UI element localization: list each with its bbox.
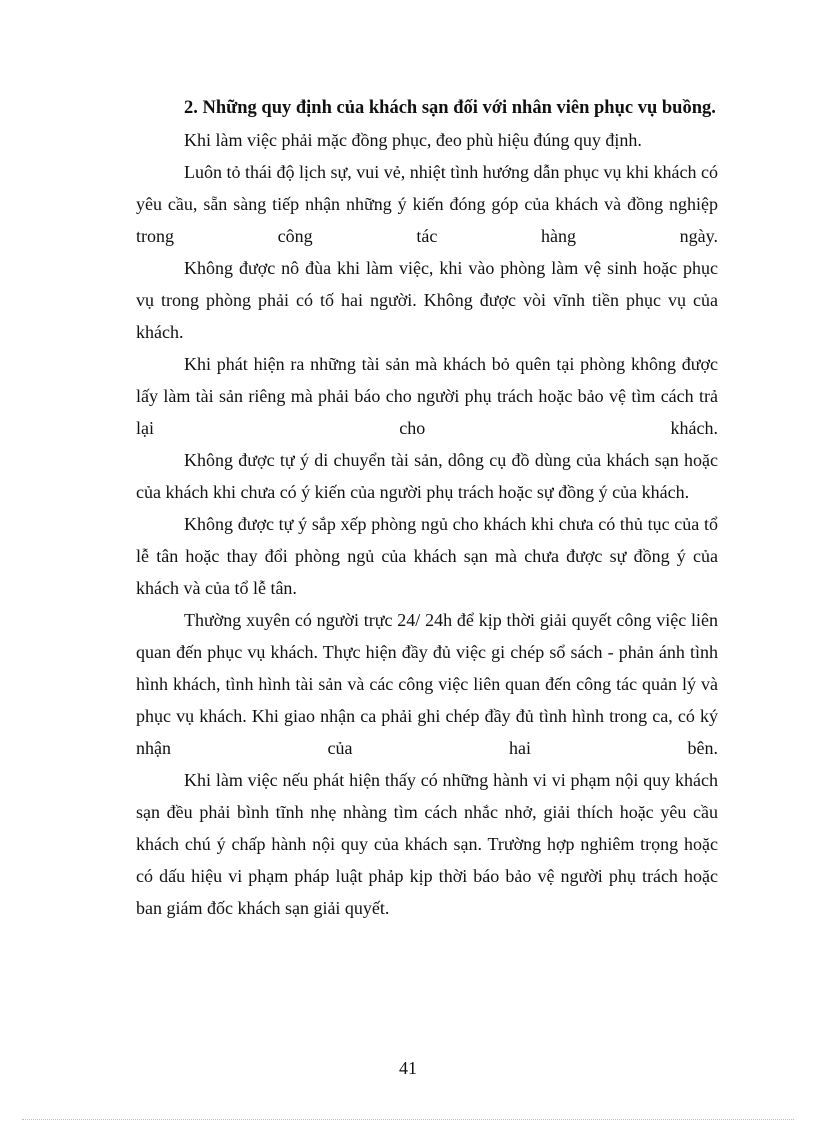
paragraph-attitude: Luôn tỏ thái độ lịch sự, vui vẻ, nhiệt tình hướng dẫn phục vụ khi khách có yêu cầu, sẵn sàng tiếp nhận những ý kiến đóng góp của khách và đồng nghiệp trong công tác hàng ngày. bbox=[136, 162, 718, 246]
section-heading: 2. Những quy định của khách sạn đối với nhân viên phục vụ buồng. bbox=[184, 98, 716, 118]
footer-dotted-divider bbox=[22, 1119, 794, 1120]
paragraph-no-moving-assets: Không được tự ý di chuyển tài sản, dông cụ đồ dùng của khách sạn hoặc của khách khi chưa có ý kiến của người phụ trách hoặc sự đồng ý của khách. bbox=[136, 450, 718, 502]
paragraph-lost-property: Khi phát hiện ra những tài sản mà khách bỏ quên tại phòng không được lấy làm tài sản riêng mà phải báo cho người phụ trách hoặc bảo vệ tìm cách trả lại cho khách. bbox=[136, 354, 718, 438]
paragraph-no-playing: Không được nô đùa khi làm việc, khi vào phòng làm vệ sinh hoặc phục vụ trong phòng phải có tố hai người. Không được vòi vĩnh tiền phục vụ của khách. bbox=[136, 258, 718, 342]
paragraph-24h-duty: Thường xuyên có người trực 24/ 24h để kịp thời giải quyết công việc liên quan đến phục vụ khách. Thực hiện đầy đủ việc gi chép sổ sách - phản ánh tình hình khách, tình hình tài sản và các công việc liên quan đến công tác quản lý và phục vụ khách. Khi giao nhận ca phải ghi chép đầy đủ tình hình trong ca, có ký nhận của hai bên. bbox=[136, 610, 718, 758]
paragraph-room-arrangement: Không được tự ý sắp xếp phòng ngủ cho khách khi chưa có thủ tục của tổ lễ tân hoặc thay đổi phòng ngủ của khách sạn mà chưa được sự đồng ý của khách và của tổ lễ tân. bbox=[136, 514, 718, 598]
page-number: 41 bbox=[399, 1058, 417, 1078]
paragraph-uniform: Khi làm việc phải mặc đồng phục, đeo phù hiệu đúng quy định. bbox=[184, 130, 642, 150]
paragraph-violations: Khi làm việc nếu phát hiện thấy có những hành vi vi phạm nội quy khách sạn đều phải bình tĩnh nhẹ nhàng tìm cách nhắc nhở, giải thích hoặc yêu cầu khách chú ý chấp hành nội quy của khách sạn. Trường hợp nghiêm trọng hoặc có dấu hiệu vi phạm pháp luật phảp kịp thời báo bảo vệ người phụ trách hoặc ban giám đốc khách sạn giải quyết. bbox=[136, 770, 718, 918]
page-content bbox=[136, 92, 718, 924]
